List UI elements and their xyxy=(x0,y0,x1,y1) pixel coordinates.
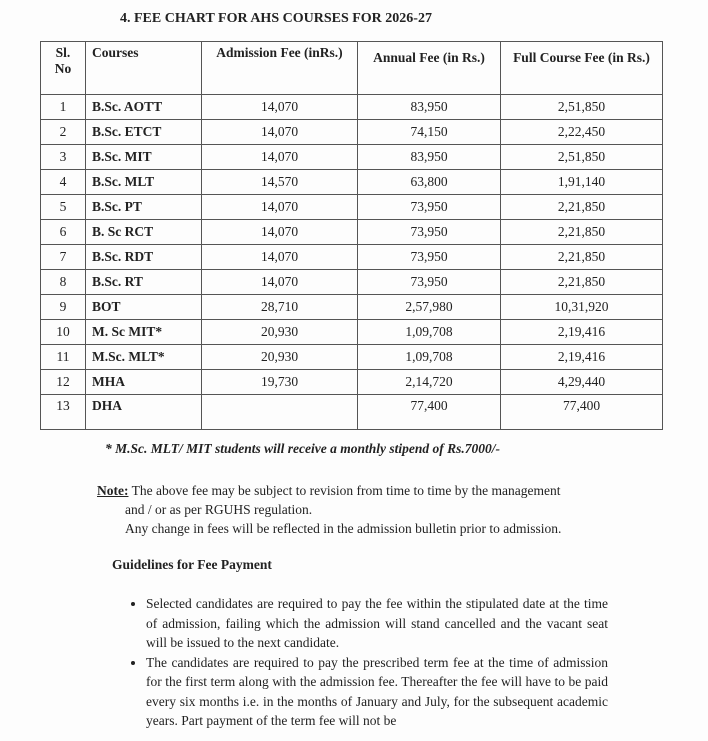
page-title: 4. FEE CHART FOR AHS COURSES FOR 2026-27 xyxy=(120,11,432,26)
cell-admission-fee xyxy=(202,395,358,430)
cell-full-course-fee: 77,400 xyxy=(501,395,663,430)
cell-full-course-fee: 2,21,850 xyxy=(501,220,663,245)
stipend-note: * M.Sc. MLT/ MIT students will receive a monthly stipend of Rs.7000/- xyxy=(105,441,501,456)
cell-full-course-fee: 2,51,850 xyxy=(501,145,663,170)
table-row xyxy=(41,345,663,370)
cell-sl-no: 10 xyxy=(41,320,86,345)
cell-annual-fee: 73,950 xyxy=(358,195,501,220)
cell-full-course-fee: 2,21,850 xyxy=(501,245,663,270)
cell-sl-no: 12 xyxy=(41,370,86,395)
cell-full-course-fee: 10,31,920 xyxy=(501,295,663,320)
note-block xyxy=(97,481,657,538)
cell-sl-no: 6 xyxy=(41,220,86,245)
cell-course: B.Sc. MIT xyxy=(86,145,202,170)
table-row xyxy=(41,245,663,270)
cell-annual-fee: 73,950 xyxy=(358,270,501,295)
cell-course: M. Sc MIT* xyxy=(86,320,202,345)
guideline-item: • Selected candidates are required to pay the fee within the stipulated date at the time of admission, failing which the admission will stand cancelled and the vacant seat will be issued to the next candidate. xyxy=(146,594,608,653)
cell-admission-fee: 20,930 xyxy=(202,345,358,370)
table-row xyxy=(41,270,663,295)
cell-course: DHA xyxy=(86,395,202,430)
cell-annual-fee: 1,09,708 xyxy=(358,320,501,345)
guideline-item: • The candidates are required to pay the prescribed term fee at the time of admission for the first term along with the admission fee. Thereafter the fee will have to be paid every six months i.e. in the months of January and July, for the subsequent academic years. Part payment of the term fee will not be xyxy=(146,653,608,731)
cell-sl-no: 5 xyxy=(41,195,86,220)
cell-admission-fee: 19,730 xyxy=(202,370,358,395)
guidelines-list xyxy=(118,594,608,731)
header-admission-fee: Admission Fee (inRs.) xyxy=(202,42,358,95)
table-row xyxy=(41,370,663,395)
cell-annual-fee: 2,14,720 xyxy=(358,370,501,395)
cell-admission-fee: 14,070 xyxy=(202,220,358,245)
cell-full-course-fee: 2,19,416 xyxy=(501,320,663,345)
cell-sl-no: 7 xyxy=(41,245,86,270)
cell-annual-fee: 73,950 xyxy=(358,220,501,245)
header-sl-no: Sl. No xyxy=(41,42,86,95)
cell-admission-fee: 14,070 xyxy=(202,245,358,270)
note-label: Note: xyxy=(97,483,129,498)
cell-course: B.Sc. MLT xyxy=(86,170,202,195)
header-full-course-fee: Full Course Fee (in Rs.) xyxy=(501,42,663,95)
cell-admission-fee: 14,570 xyxy=(202,170,358,195)
cell-sl-no: 3 xyxy=(41,145,86,170)
cell-admission-fee: 14,070 xyxy=(202,270,358,295)
table-row xyxy=(41,295,663,320)
cell-annual-fee: 1,09,708 xyxy=(358,345,501,370)
table-row xyxy=(41,120,663,145)
cell-full-course-fee: 2,21,850 xyxy=(501,195,663,220)
cell-annual-fee: 83,950 xyxy=(358,95,501,120)
header-annual-fee: Annual Fee (in Rs.) xyxy=(358,42,501,95)
note-line-3: Any change in fees will be reflected in the admission bulletin prior to admission. xyxy=(125,521,562,536)
cell-annual-fee: 73,950 xyxy=(358,245,501,270)
cell-course: BOT xyxy=(86,295,202,320)
cell-full-course-fee: 2,51,850 xyxy=(501,95,663,120)
cell-full-course-fee: 1,91,140 xyxy=(501,170,663,195)
table-row xyxy=(41,220,663,245)
cell-full-course-fee: 2,21,850 xyxy=(501,270,663,295)
cell-sl-no: 9 xyxy=(41,295,86,320)
cell-annual-fee: 74,150 xyxy=(358,120,501,145)
cell-full-course-fee: 2,19,416 xyxy=(501,345,663,370)
table-row xyxy=(41,395,663,430)
cell-annual-fee: 63,800 xyxy=(358,170,501,195)
guidelines-heading: Guidelines for Fee Payment xyxy=(112,557,272,572)
header-courses: Courses xyxy=(86,42,202,95)
cell-course: B.Sc. RDT xyxy=(86,245,202,270)
cell-sl-no: 11 xyxy=(41,345,86,370)
cell-course: B. Sc RCT xyxy=(86,220,202,245)
cell-course: M.Sc. MLT* xyxy=(86,345,202,370)
fee-table xyxy=(40,41,663,430)
cell-sl-no: 1 xyxy=(41,95,86,120)
cell-course: B.Sc. RT xyxy=(86,270,202,295)
cell-admission-fee: 14,070 xyxy=(202,195,358,220)
table-header-row xyxy=(41,42,663,95)
cell-full-course-fee: 2,22,450 xyxy=(501,120,663,145)
cell-course: B.Sc. AOTT xyxy=(86,95,202,120)
table-row xyxy=(41,170,663,195)
cell-annual-fee: 83,950 xyxy=(358,145,501,170)
cell-sl-no: 8 xyxy=(41,270,86,295)
cell-sl-no: 4 xyxy=(41,170,86,195)
cell-sl-no: 13 xyxy=(41,395,86,430)
cell-course: MHA xyxy=(86,370,202,395)
cell-course: B.Sc. PT xyxy=(86,195,202,220)
note-line-2: and / or as per RGUHS regulation. xyxy=(125,502,313,517)
cell-admission-fee: 20,930 xyxy=(202,320,358,345)
cell-annual-fee: 2,57,980 xyxy=(358,295,501,320)
cell-admission-fee: 14,070 xyxy=(202,145,358,170)
cell-admission-fee: 14,070 xyxy=(202,95,358,120)
cell-course: B.Sc. ETCT xyxy=(86,120,202,145)
note-line-1: The above fee may be subject to revision from time to time by the management xyxy=(128,483,561,498)
table-row xyxy=(41,145,663,170)
cell-annual-fee: 77,400 xyxy=(358,395,501,430)
cell-sl-no: 2 xyxy=(41,120,86,145)
table-row xyxy=(41,95,663,120)
table-row xyxy=(41,195,663,220)
table-row xyxy=(41,320,663,345)
cell-admission-fee: 28,710 xyxy=(202,295,358,320)
cell-admission-fee: 14,070 xyxy=(202,120,358,145)
cell-full-course-fee: 4,29,440 xyxy=(501,370,663,395)
